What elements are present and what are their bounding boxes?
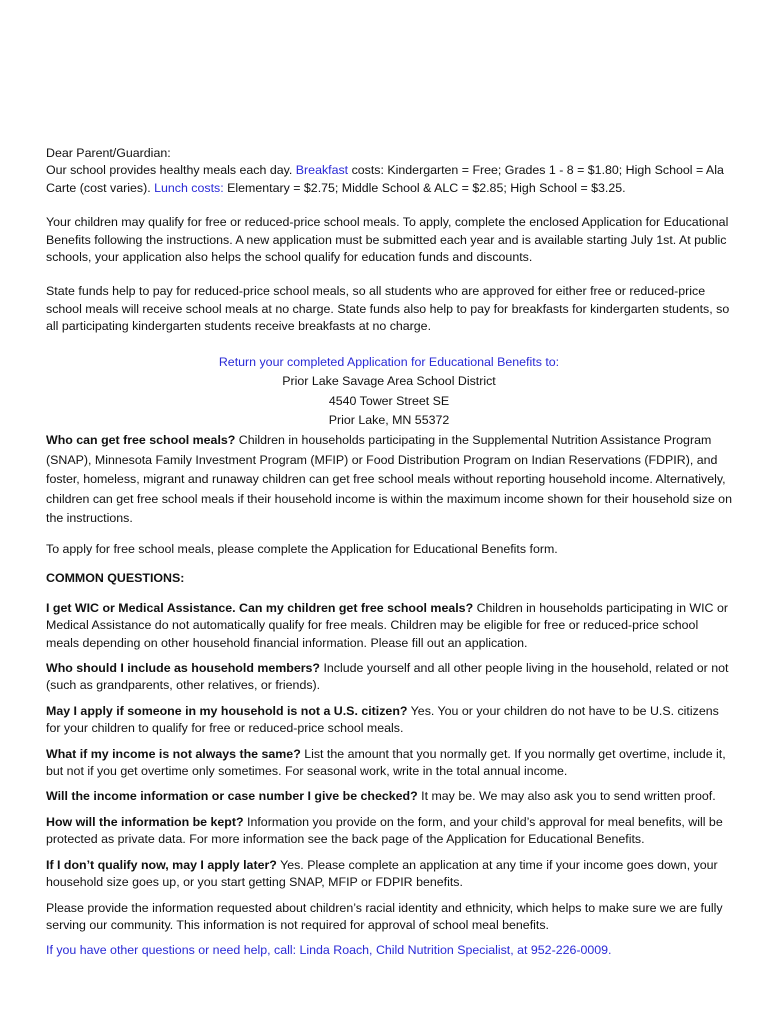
faq-question: I get WIC or Medical Assistance. Can my children get free school meals? [46,600,474,615]
free-meals-paragraph [46,431,732,529]
return-address-block [46,353,732,431]
lunch-prices: Elementary = $2.75; Middle School & ALC = $2.85; High School = $3.25. [223,180,626,195]
faq-answer: Yes. You or your children do not have to be U.S. citizens for your children to qualify for free or reduced-price school meals. [46,703,719,736]
faq-item [46,600,732,652]
faq-item [46,703,732,738]
common-questions-heading: COMMON QUESTIONS: [46,571,185,586]
lunch-label: Lunch costs: [154,180,224,195]
faq-item [46,660,732,695]
free-meals-answer: Children in households participating in the Supplemental Nutrition Assistance Program (SNAP), Minnesota Family Investment Program (MFIP) or Food Distribution Program on Indian Reservations (FDPIR), and foster, homeless, migrant and runaway children can get free school meals without reporting household income. Alternatively, children can get free school meals if their household income is within the maximum income shown for their household size on the instructions. [46,433,732,526]
faq-question: How will the information be kept? [46,814,244,829]
apply-instruction: To apply for free school meals, please complete the Application for Educational Benefits form. [46,542,558,556]
faq-answer: Include yourself and all other people living in the household, related or not (such as grandparents, other relatives, or friends). [46,661,729,693]
free-meals-question: Who can get free school meals? [46,433,236,448]
faq-item [46,857,732,892]
faq-answer: Yes. Please complete an application at any time if your income goes down, your household size goes up, or you start getting SNAP, MFIP or FDPIR benefits. [46,857,718,890]
faq-item [46,788,732,805]
letter-body [46,145,732,960]
ethnicity-paragraph: Please provide the information requested about children’s racial identity and ethnicity, which helps to make sure we are fully serving our community. This information is not required for approval of school meal benefits. [46,900,723,932]
breakfast-prices: costs: Kindergarten = Free; Grades 1 - 8 = $1.80; High School = Ala Carte (cost varies). [46,163,724,195]
faq-item [46,814,732,849]
faq-question: Will the income information or case number I give be checked? [46,789,418,804]
contact-line: If you have other questions or need help, call: Linda Roach, Child Nutrition Specialist, at 952-226-0009. [46,943,612,958]
faq-question: If I don’t qualify now, may I apply later? [46,857,277,872]
street-address: 4540 Tower Street SE [328,393,450,408]
faq-answer: List the amount that you normally get. If you normally get overtime, include it, but not if you get overtime only sometimes. For seasonal work, write in the total annual income. [46,746,726,779]
return-address-heading: Return your completed Application for Educational Benefits to: [218,354,560,369]
faq-question: What if my income is not always the same? [46,746,301,761]
faq-question: Who should I include as household members? [46,661,320,676]
faq-question: May I apply if someone in my household is not a U.S. citizen? [46,703,408,718]
state-funds-paragraph: State funds help to pay for reduced-price school meals, so all students who are approved for either free or reduced-price school meals will receive school meals at no charge. State funds also help to pay for breakfasts for kindergarten students, so all participating kindergarten students receive breakfasts at no charge. [46,284,730,334]
faq-answer: It may be. We may also ask you to send written proof. [417,789,716,804]
faq-answer: Information you provide on the form, and your child’s approval for meal benefits, will be protected as private data. For more information see the back page of the Application for Educational Benefits. [46,814,723,847]
faq-item [46,746,732,781]
city-state-zip: Prior Lake, MN 55372 [328,413,450,428]
intro-text: Our school provides healthy meals each day. [46,163,296,178]
breakfast-label: Breakfast [295,163,349,178]
qualify-paragraph: Your children may qualify for free or reduced-price school meals. To apply, complete the enclosed Application for Educational Benefits following the instructions. A new application must be submitted each year and is available starting July 1st. At public schools, your application also helps the school qualify for education funds and discounts. [46,215,729,265]
faq-answer: Children in households participating in WIC or Medical Assistance do not automatically qualify for free meals. Children may be eligible for free or reduced-price school meals depending on other household financial information. Please fill out an application. [46,600,728,650]
district-name: Prior Lake Savage Area School District [282,374,496,389]
meal-prices-paragraph [46,162,732,197]
greeting: Dear Parent/Guardian: [46,146,171,160]
